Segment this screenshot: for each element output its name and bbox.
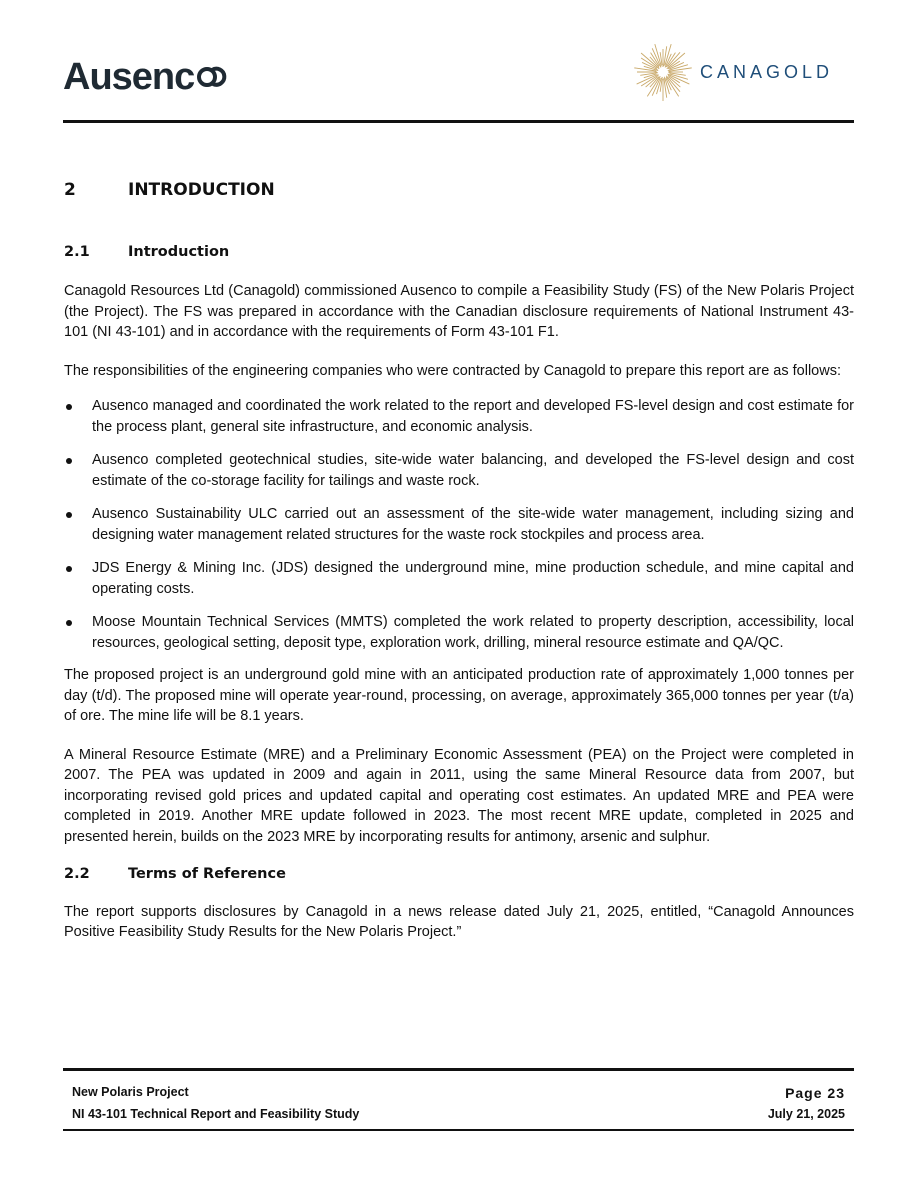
bullet-icon	[66, 620, 72, 626]
footer-page-number: Page 23	[785, 1085, 845, 1101]
list-item-text: JDS Energy & Mining Inc. (JDS) designed the underground mine, mine production schedule, and mine capital and operating costs.	[92, 560, 854, 597]
bullet-icon	[66, 566, 72, 572]
header-rule	[63, 120, 854, 123]
canagold-wordmark: CANAGOLD	[700, 61, 834, 82]
footer-row-1	[63, 1085, 854, 1101]
list-item-text: Ausenco completed geotechnical studies, site-wide water balancing, and developed the FS-level design and cost estimate of the co-storage facility for tailings and waste rock.	[92, 452, 854, 489]
footer-report-title: NI 43-101 Technical Report and Feasibility Study	[72, 1107, 360, 1121]
paragraph: The responsibilities of the engineering companies who were contracted by Canagold to prepare this report are as follows:	[64, 362, 841, 379]
bullet-icon	[66, 512, 72, 518]
list-item	[64, 396, 854, 437]
footer-rule-bottom	[63, 1129, 854, 1131]
list-item	[64, 504, 854, 545]
ausenco-logo	[63, 56, 230, 98]
section-heading	[64, 180, 854, 201]
paragraph: The report supports disclosures by Canagold in a news release dated July 21, 2025, entitled, “Canagold Announces Positive Feasibility Study Results for the New Polaris Project.”	[64, 903, 854, 940]
canagold-logo	[634, 40, 833, 104]
responsibilities-list	[64, 396, 854, 653]
subsection-title: Introduction	[128, 243, 230, 260]
footer-rule-top	[63, 1068, 854, 1071]
bullet-icon	[66, 404, 72, 410]
subsection-number: 2.1	[64, 243, 90, 260]
paragraph: A Mineral Resource Estimate (MRE) and a Preliminary Economic Assessment (PEA) on the Project were completed in 2007. The PEA was updated in 2009 and again in 2011, using the same Mineral Resource data from 2007, but incorporating revised gold prices and updated capital and operating cost estimates. An updated MRE and PEA were completed in 2019. Another MRE update followed in 2023. The most recent MRE update, completed in 2025 and presented herein, builds on the 2023 MRE by incorporating results for antimony, arsenic and sulphur.	[64, 746, 854, 845]
section-title: INTRODUCTION	[128, 180, 275, 200]
list-item-text: Ausenco managed and coordinated the work related to the report and developed FS-level design and cost estimate for the process plant, general site infrastructure, and economic analysis.	[92, 398, 854, 435]
footer-project: New Polaris Project	[72, 1085, 189, 1099]
bullet-icon	[66, 458, 72, 464]
page-header	[0, 0, 918, 125]
footer-date: July 21, 2025	[767, 1107, 845, 1121]
page-footer	[63, 1068, 854, 1131]
list-item	[64, 450, 854, 491]
subsection-heading-2-1	[64, 242, 854, 263]
paragraph: Canagold Resources Ltd (Canagold) commissioned Ausenco to compile a Feasibility Study (FS) of the New Polaris Project (the Project). The FS was prepared in accordance with the Canadian disclosure requirements of National Instrument 43-101 (NI 43-101) and in accordance with the requirements of Form 43-101 F1.	[64, 283, 854, 340]
canagold-sunburst-icon	[634, 40, 692, 104]
subsection-title: Terms of Reference	[128, 866, 286, 882]
ausenco-rings-icon	[196, 56, 230, 98]
subsection-number: 2.2	[64, 866, 90, 882]
list-item-text: Ausenco Sustainability ULC carried out an assessment of the site-wide water management, including sizing and designing water management related structures for the waste rock stockpiles and process area.	[92, 506, 854, 543]
main-content	[64, 170, 854, 943]
ausenco-logo-text: Ausenc	[63, 56, 195, 98]
list-item-text: Moose Mountain Technical Services (MMTS) completed the work related to property description, accessibility, local resources, geological setting, deposit type, exploration work, drilling, mineral resource estimate and QA/QC.	[92, 614, 854, 651]
paragraph: The proposed project is an underground gold mine with an anticipated production rate of approximately 1,000 tonnes per day (t/d). The proposed mine will operate year-round, processing, on average, approximately 365,000 tonnes per year (t/a) of ore. The mine life will be 8.1 years.	[64, 667, 854, 724]
subsection-heading-2-2	[64, 864, 854, 885]
footer-row-2	[63, 1107, 854, 1121]
list-item	[64, 558, 854, 599]
section-number: 2	[64, 180, 76, 200]
list-item	[64, 612, 854, 653]
